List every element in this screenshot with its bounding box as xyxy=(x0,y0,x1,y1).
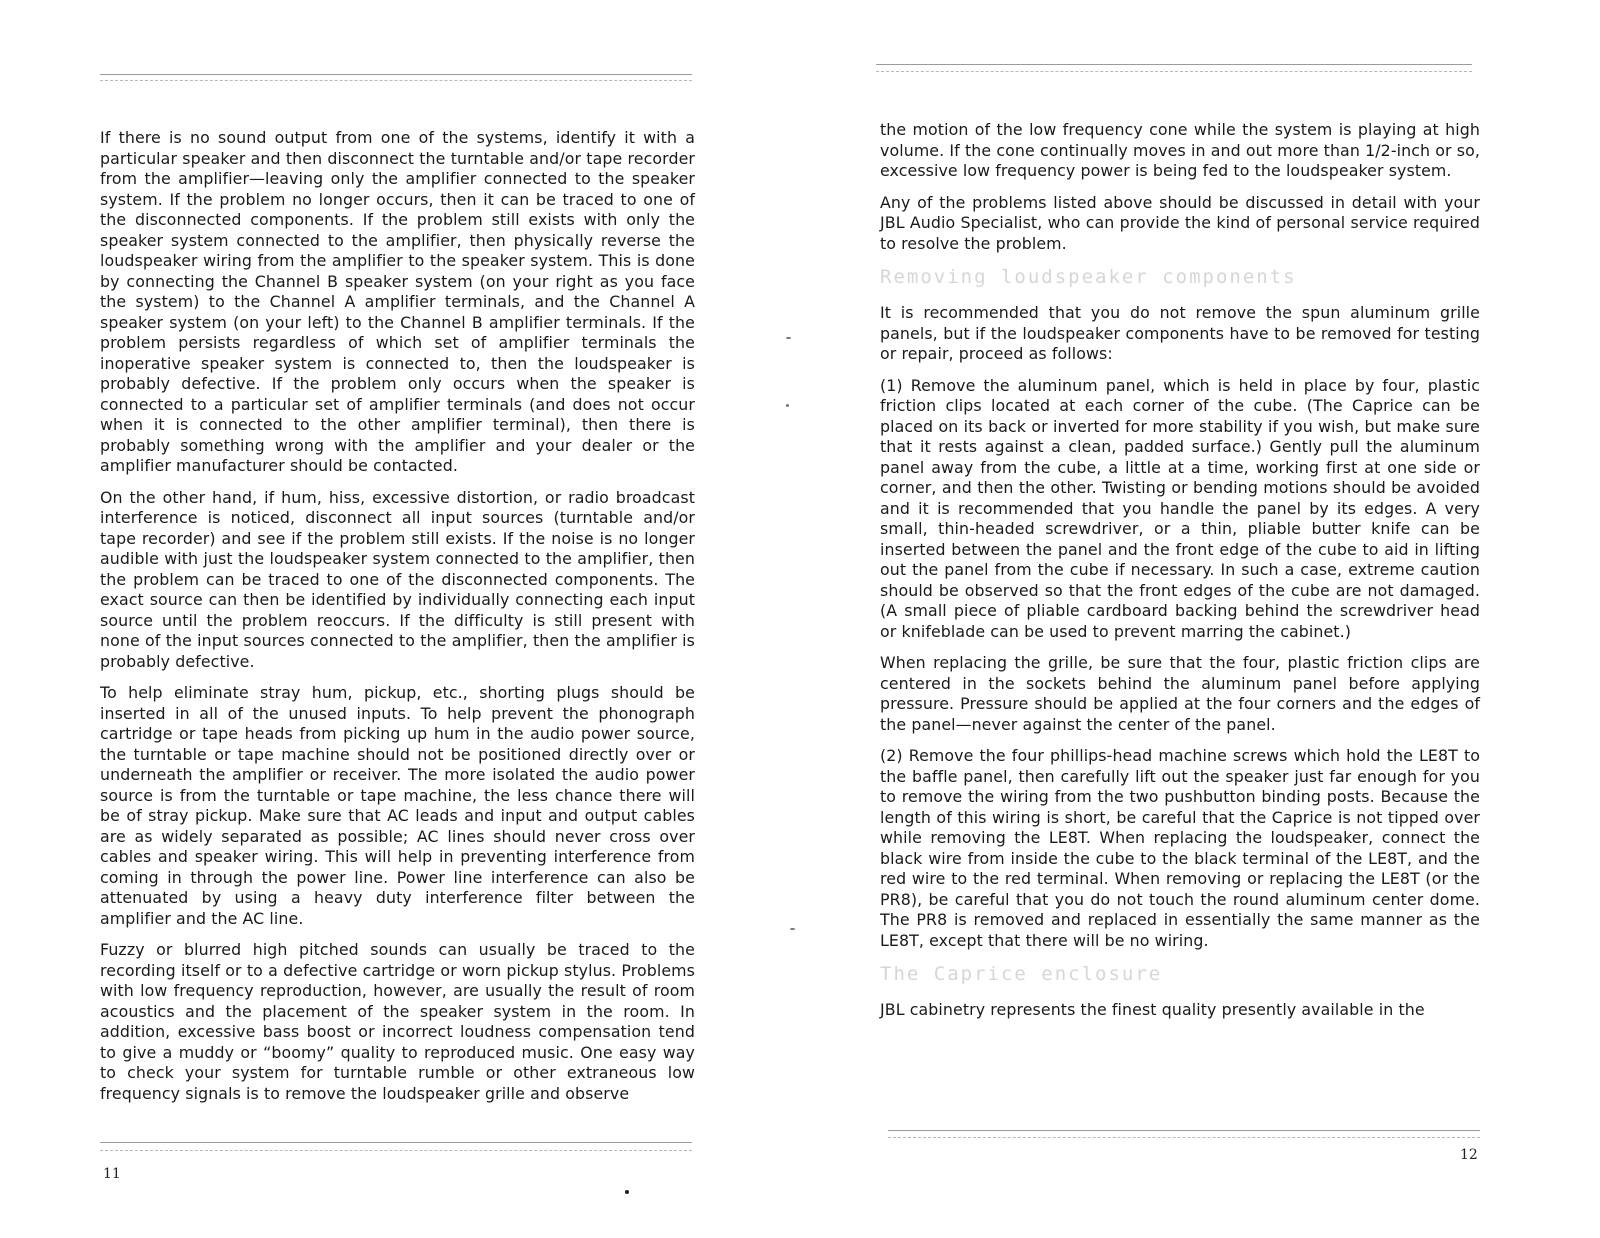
page-number: 12 xyxy=(1460,1147,1478,1163)
paragraph: If there is no sound output from one of the systems, identify it with a particular speaker and then disconnect the turntable and/or tape recorder from the amplifier—leaving only the amplifier connected to the speaker system. If the problem no longer occurs, then it can be traced to one of the disconnected components. If the problem still exists with only the speaker system connected to the amplifier, then physically reverse the loudspeaker wiring from the amplifier to the speaker system. This is done by connecting the Channel B speaker system (on your right as you face the system) to the Channel A amplifier terminals, and the Channel A speaker system (on your left) to the Channel B amplifier terminals. If the problem persists regardless of which set of amplifier terminals the inoperative speaker system is connected to, then the loudspeaker is probably defective. If the problem only occurs when the speaker is connected to a particular set of amplifier terminals (and does not occur when it is connected to the other amplifier terminal), then there is probably something wrong with the amplifier and your dealer or the amplifier manufacturer should be contacted. xyxy=(100,128,695,475)
paragraph: Fuzzy or blurred high pitched sounds can usually be traced to the recording itself or to a defective cartridge or worn pickup stylus. Problems with low frequency reproduction, however, are usually the result of room acoustics and the placement of the speaker system in the room. In addition, excessive bass boost or incorrect loudness compensation tend to give a muddy or “boomy” quality to reproduced music. One easy way to check your system for turntable rumble or other extraneous low frequency signals is to remove the loudspeaker grille and observe xyxy=(100,940,695,1103)
paragraph: When replacing the grille, be sure that the four, plastic friction clips are centered in the sockets behind the aluminum panel before applying pressure. Pressure should be applied at the four corners and the edges of the panel—never against the center of the panel. xyxy=(880,653,1480,734)
paragraph: JBL cabinetry represents the finest quality presently available in the xyxy=(880,1000,1425,1019)
paragraph: To help eliminate stray hum, pickup, etc., shorting plugs should be inserted in all of the unused inputs. To help prevent the phonograph cartridge or tape heads from picking up hum in the audio power source, the turntable or tape machine should not be positioned directly over or underneath the amplifier or receiver. The more isolated the audio power source is from the turntable or tape machine, the less chance there will be of stray pickup. Make sure that AC leads and input and output cables are as widely separated as possible; AC lines should never cross over cables and speaker wiring. This will help in preventing interference from coming in through the power line. Power line interference can also be attenuated by using a heavy duty interference filter between the amplifier and the AC line. xyxy=(100,683,695,928)
top-rule-secondary xyxy=(876,71,1472,72)
top-rule-secondary xyxy=(100,80,692,81)
scan-speck xyxy=(625,1190,629,1194)
paragraph: It is recommended that you do not remove the spun aluminum grille panels, but if the loudspeaker components have to be removed for testing or repair, proceed as follows: xyxy=(880,303,1480,363)
top-rule xyxy=(100,74,692,75)
top-rule xyxy=(876,64,1472,65)
page-number: 11 xyxy=(103,1166,121,1182)
section-heading-removing: Removing loudspeaker components xyxy=(880,266,1297,288)
section-heading-enclosure: The Caprice enclosure xyxy=(880,963,1163,985)
scan-speck xyxy=(786,404,789,407)
paragraph: (1) Remove the aluminum panel, which is held in place by four, plastic friction clips located at each corner of the cube. (The Caprice can be placed on its back or inverted for more stability if you wish, but make sure that it rests against a clean, padded surface.) Gently pull the aluminum panel away from the cube, a little at a time, working first at one side or corner, and then the other. Twisting or bending motions should be avoided and it is recommended that you handle the panel by its edges. A very small, thin-headed screwdriver, or a thin, pliable butter knife can be inserted between the panel and the front edge of the cube to aid in lifting out the panel from the cube if necessary. In such a case, extreme caution should be observed so that the front edges of the cube are not damaged. (A small piece of pliable cardboard backing behind the screwdriver head or knifeblade can be used to prevent marring the cabinet.) xyxy=(880,375,1480,641)
paragraph: On the other hand, if hum, hiss, excessive distortion, or radio broadcast interference is noticed, disconnect all input sources (turntable and/or tape recorder) and see if the problem still exists. If the noise is no longer audible with just the loudspeaker system connected to the amplifier, then the problem can be traced to one of the disconnected components. The exact source can then be identified by individually connecting each input source until the problem reoccurs. If the difficulty is still present with none of the input sources connected to the amplifier, then the amplifier is probably defective. xyxy=(100,487,695,671)
bottom-rule xyxy=(888,1130,1480,1131)
bottom-rule-secondary xyxy=(100,1150,692,1151)
right-text-column xyxy=(880,120,1480,1032)
scan-speck xyxy=(786,337,791,339)
paragraph: (2) Remove the four phillips-head machine screws which hold the LE8T to the baffle panel, then carefully lift out the speaker just far enough for you to remove the wiring from the two pushbutton binding posts. Because the length of this wiring is short, be careful that the Caprice is not tipped over while removing the LE8T. When replacing the loudspeaker, connect the black wire from inside the cube to the black terminal of the LE8T, and the red wire to the red terminal. When removing or replacing the LE8T (or the PR8), be careful that you do not touch the round aluminum center dome. The PR8 is removed and replaced in essentially the same manner as the LE8T, except that there will be no wiring. xyxy=(880,746,1480,950)
scan-speck xyxy=(790,928,795,930)
bottom-rule-secondary xyxy=(888,1137,1480,1138)
paragraph: Any of the problems listed above should be discussed in detail with your JBL Audio Specialist, who can provide the kind of personal service required to resolve the problem. xyxy=(880,192,1480,253)
bottom-rule xyxy=(100,1142,692,1143)
right-page xyxy=(800,0,1600,1238)
left-text-column xyxy=(100,128,695,1115)
paragraph: the motion of the low frequency cone while the system is playing at high volume. If the cone continually moves in and out more than 1/2-inch or so, excessive low frequency power is being fed to the loudspeaker system. xyxy=(880,120,1480,180)
